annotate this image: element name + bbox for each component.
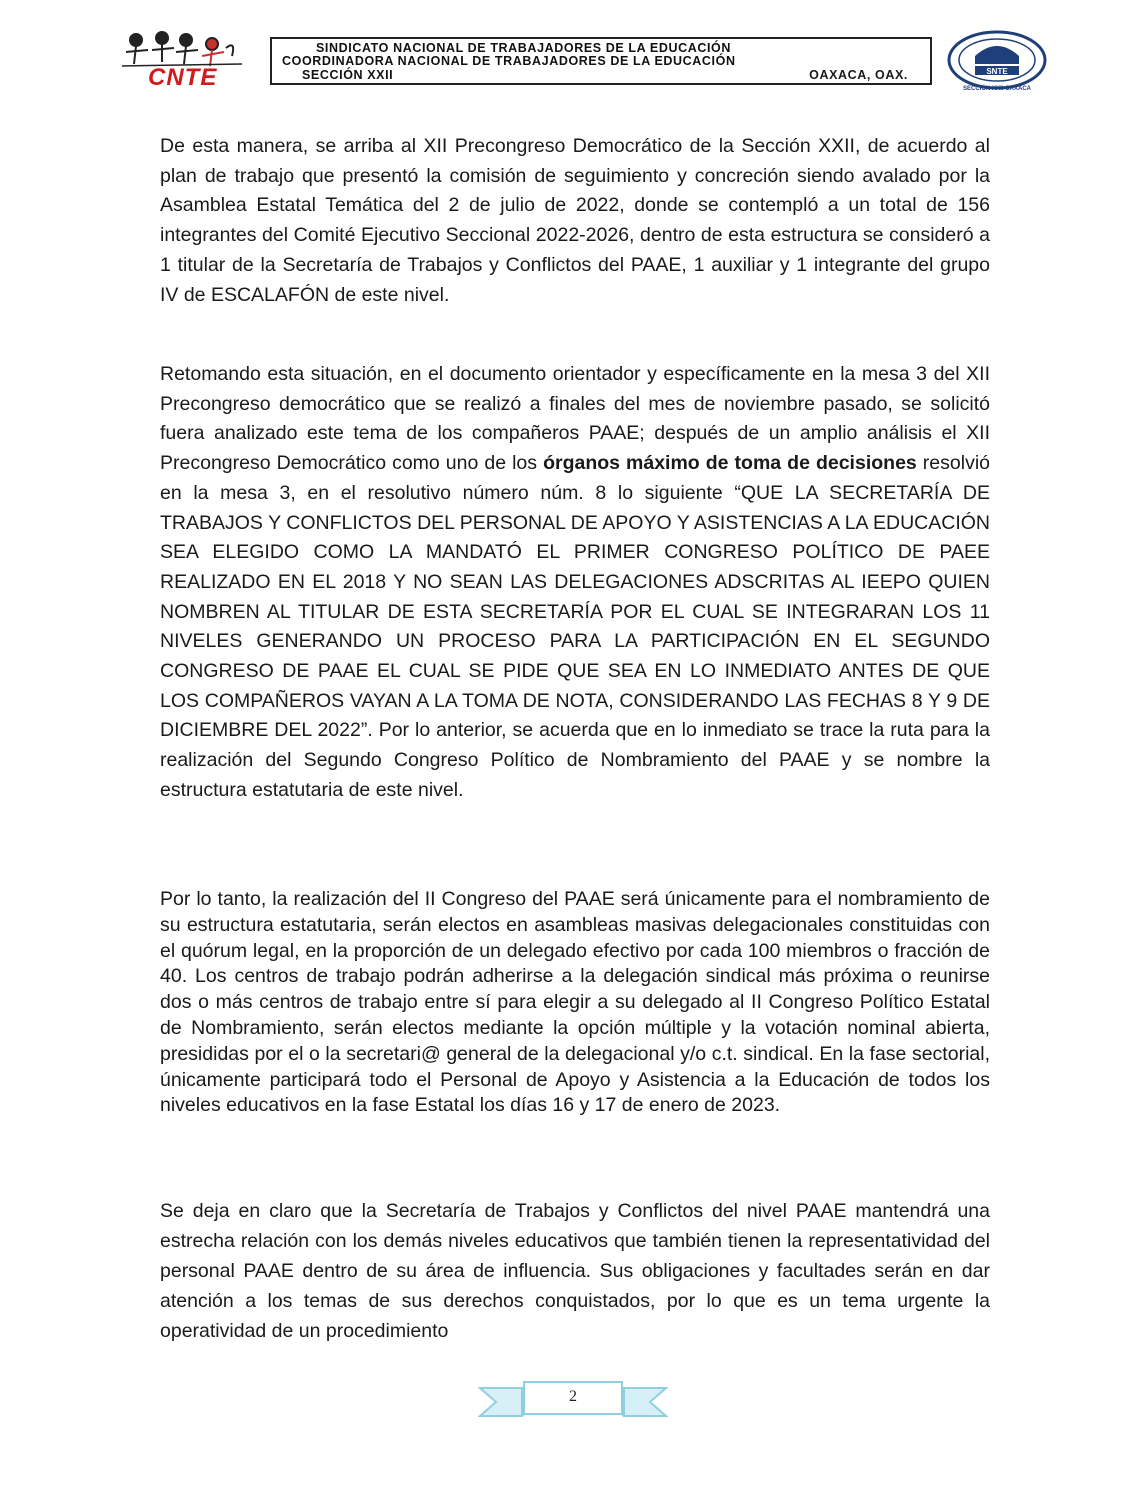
header-line-1: SINDICATO NACIONAL DE TRABAJADORES DE LA EDUCACIÓN (316, 41, 731, 55)
paragraph-2 (160, 360, 990, 806)
header-title-box (270, 37, 932, 85)
snte-logo-caption: SECCIÓN XXII OAXACA (962, 86, 1032, 92)
cnte-logo-text: CNTE (148, 64, 218, 91)
snte-logo (945, 30, 1049, 92)
header-section: SECCIÓN XXII (302, 68, 394, 82)
page-number: 2 (569, 1388, 577, 1405)
paragraph-2-emphasis: órganos máximo de toma de decisiones (543, 452, 917, 475)
cnte-logo (122, 30, 257, 90)
header-line-2: COORDINADORA NACIONAL DE TRABAJADORES DE LA EDUCACIÓN (282, 54, 736, 68)
header-location: OAXACA, OAX. (809, 68, 908, 82)
paragraph-1: De esta manera, se arriba al XII Precongreso Democrático de la Sección XXII, de acuerdo al plan de trabajo que presentó la comisión de seguimiento y concreción siendo avalado por la Asamblea Estatal Temática del 2 de julio de 2022, donde se contempló a un total de 156 integrantes del Comité Ejecutivo Seccional 2022-2026, dentro de esta estructura se consideró a 1 titular de la Secretaría de Trabajos y Conflictos del PAAE, 1 auxiliar y 1 integrante del grupo IV de ESCALAFÓN de este nivel. (160, 135, 990, 306)
paragraph-2-intro: Retomando esta situación, en el documento orientador y específicamente en la mesa 3 del XII Precongreso democrático que se realizó a finales del mes de noviembre pasado, se solicitó fuera analizado este tema de los compañeros PAAE; después de un amplio análisis el XII Precongreso Democrático como uno de los (160, 363, 990, 475)
page-footer (478, 1380, 668, 1424)
snte-logo-text: SNTE (986, 67, 1008, 76)
paragraph-4: Se deja en claro que la Secretaría de Trabajos y Conflictos del nivel PAAE mantendrá una estrecha relación con los demás niveles educativos que también tienen la representatividad del personal PAAE dentro de su área de influencia. Sus obligaciones y facultades serán en dar atención a los temas de sus derechos conquistados, por lo que es un tema urgente la operatividad de un procedimiento (160, 1200, 990, 1342)
snte-seal-icon (945, 30, 1049, 92)
page-header (0, 0, 1148, 110)
paragraph-3: Por lo tanto, la realización del II Congreso del PAAE será únicamente para el nombramiento de su estructura estatutaria, serán electos en asambleas masivas delegacionales constituidas con el quórum legal, en la proporción de un delegado efectivo por cada 100 miembros o fracción de 40. Los centros de trabajo podrán adherirse a la delegación sindical más próxima o reunirse dos o más centros de trabajo entre sí para elegir a su delegado al II Congreso Político Estatal de Nombramiento, serán electos mediante la opción múltiple y la votación nominal abierta, presididas por el o la secretari@ general de la delegacional y/o c.t. sindical. En la fase sectorial, únicamente participará todo el Personal de Apoyo y Asistencia a la Educación de todos los niveles educativos en la fase Estatal los días 16 y 17 de enero de 2023. (160, 888, 990, 1117)
paragraph-2-rest: resolvió en la mesa 3, en el resolutivo número núm. 8 lo siguiente “QUE LA SECRETARÍA DE TRABAJOS Y CONFLICTOS DEL PERSONAL DE APOYO Y ASISTENCIAS A LA EDUCACIÓN SEA ELEGIDO COMO LA MANDATÓ EL PRIMER CONGRESO POLÍTICO DE PAEE REALIZADO EN EL 2018 Y NO SEAN LAS DELEGACIONES ADSCRITAS AL IEEPO QUIEN NOMBREN AL TITULAR DE ESTA SECRETARÍA POR EL CUAL SE INTEGRARAN LOS 11 NIVELES GENERANDO UN PROCESO PARA LA PARTICIPACIÓN EN EL SEGUNDO CONGRESO DE PAAE EL CUAL SE PIDE QUE SEA EN LO INMEDIATO ANTES DE QUE LOS COMPAÑEROS VAYAN A LA TOMA DE NOTA, CONSIDERANDO LAS FECHAS 8 Y 9 DE DICIEMBRE DEL 2022”. Por lo anterior, se acuerda que en lo inmediato se trace la ruta para la realización del Segundo Congreso Político de Nombramiento del PAAE y se nombre la estructura estatutaria de este nivel. (160, 452, 990, 801)
